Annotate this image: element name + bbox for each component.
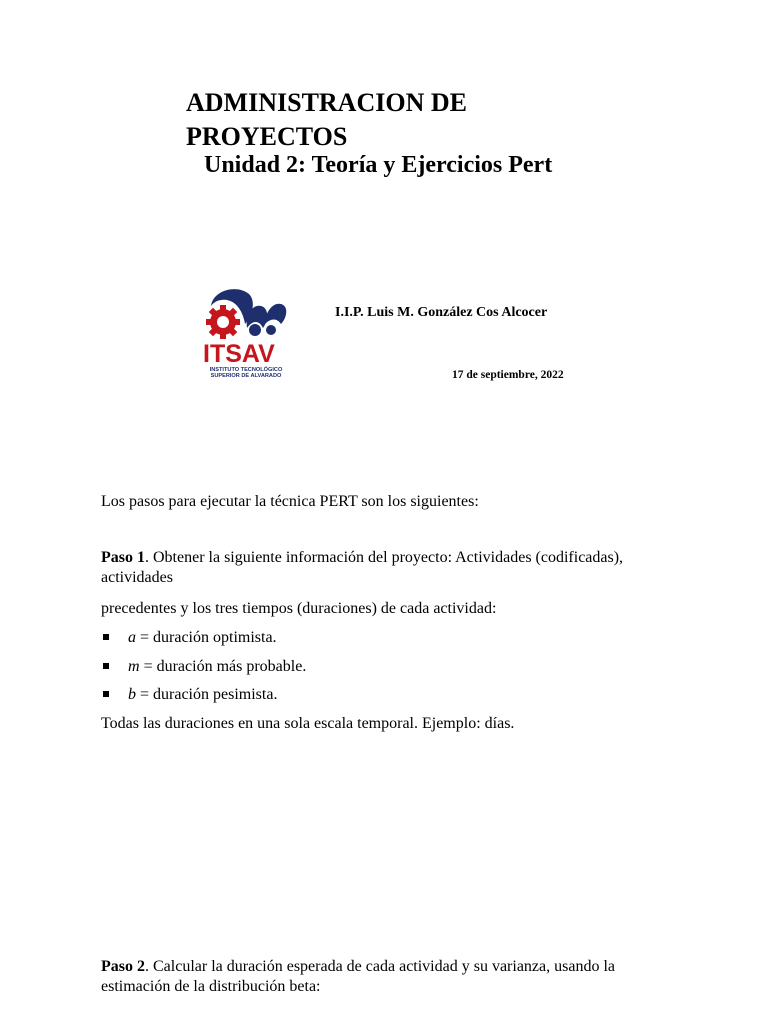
logo-subtitle-line2: SUPERIOR DE ALVARADO <box>210 373 282 379</box>
variable-a: a <box>128 629 136 646</box>
logo-emblem-icon <box>203 284 289 342</box>
bullet-text: = duración pesimista. <box>136 686 278 703</box>
paso2-paragraph <box>101 957 681 997</box>
author-name: I.I.P. Luis M. González Cos Alcocer <box>335 305 548 320</box>
list-item <box>101 628 306 657</box>
paso1-paragraph <box>101 548 661 588</box>
document-date: 17 de septiembre, 2022 <box>452 369 564 381</box>
paso1-continuation: precedentes y los tres tiempos (duraciones) de cada actividad: <box>101 600 497 617</box>
paso1-text: . Obtener la siguiente información del proyecto: Actividades (codificadas), actividades <box>101 549 624 586</box>
scale-note: Todas las duraciones en una sola escala temporal. Ejemplo: días. <box>101 715 515 732</box>
square-bullet-icon <box>103 634 109 640</box>
document-subtitle: Unidad 2: Teoría y Ejercicios Pert <box>204 152 553 178</box>
paso2-label: Paso 2 <box>101 958 145 975</box>
variable-m: m <box>128 657 140 675</box>
square-bullet-icon <box>103 691 109 697</box>
square-bullet-icon <box>103 663 109 669</box>
logo-wordmark: ITSAV <box>203 340 275 368</box>
paso2-text: . Calcular la duración esperada de cada actividad y su varianza, usando la estimación de la distribución beta: <box>101 958 616 995</box>
duration-list <box>101 628 306 714</box>
document-title: ADMINISTRACION DE PROYECTOS <box>186 88 467 151</box>
variable-b: b <box>128 686 136 703</box>
logo-subtitle-line1: INSTITUTO TECNOLÓGICO <box>209 367 283 373</box>
paso1-label: Paso 1 <box>101 549 145 566</box>
itsav-logo <box>203 284 289 380</box>
intro-paragraph: Los pasos para ejecutar la técnica PERT son los siguientes: <box>101 493 479 510</box>
list-item <box>101 685 306 714</box>
bullet-text: = duración más probable. <box>139 657 307 675</box>
bullet-text: = duración optimista. <box>136 629 277 646</box>
list-item <box>101 657 306 686</box>
